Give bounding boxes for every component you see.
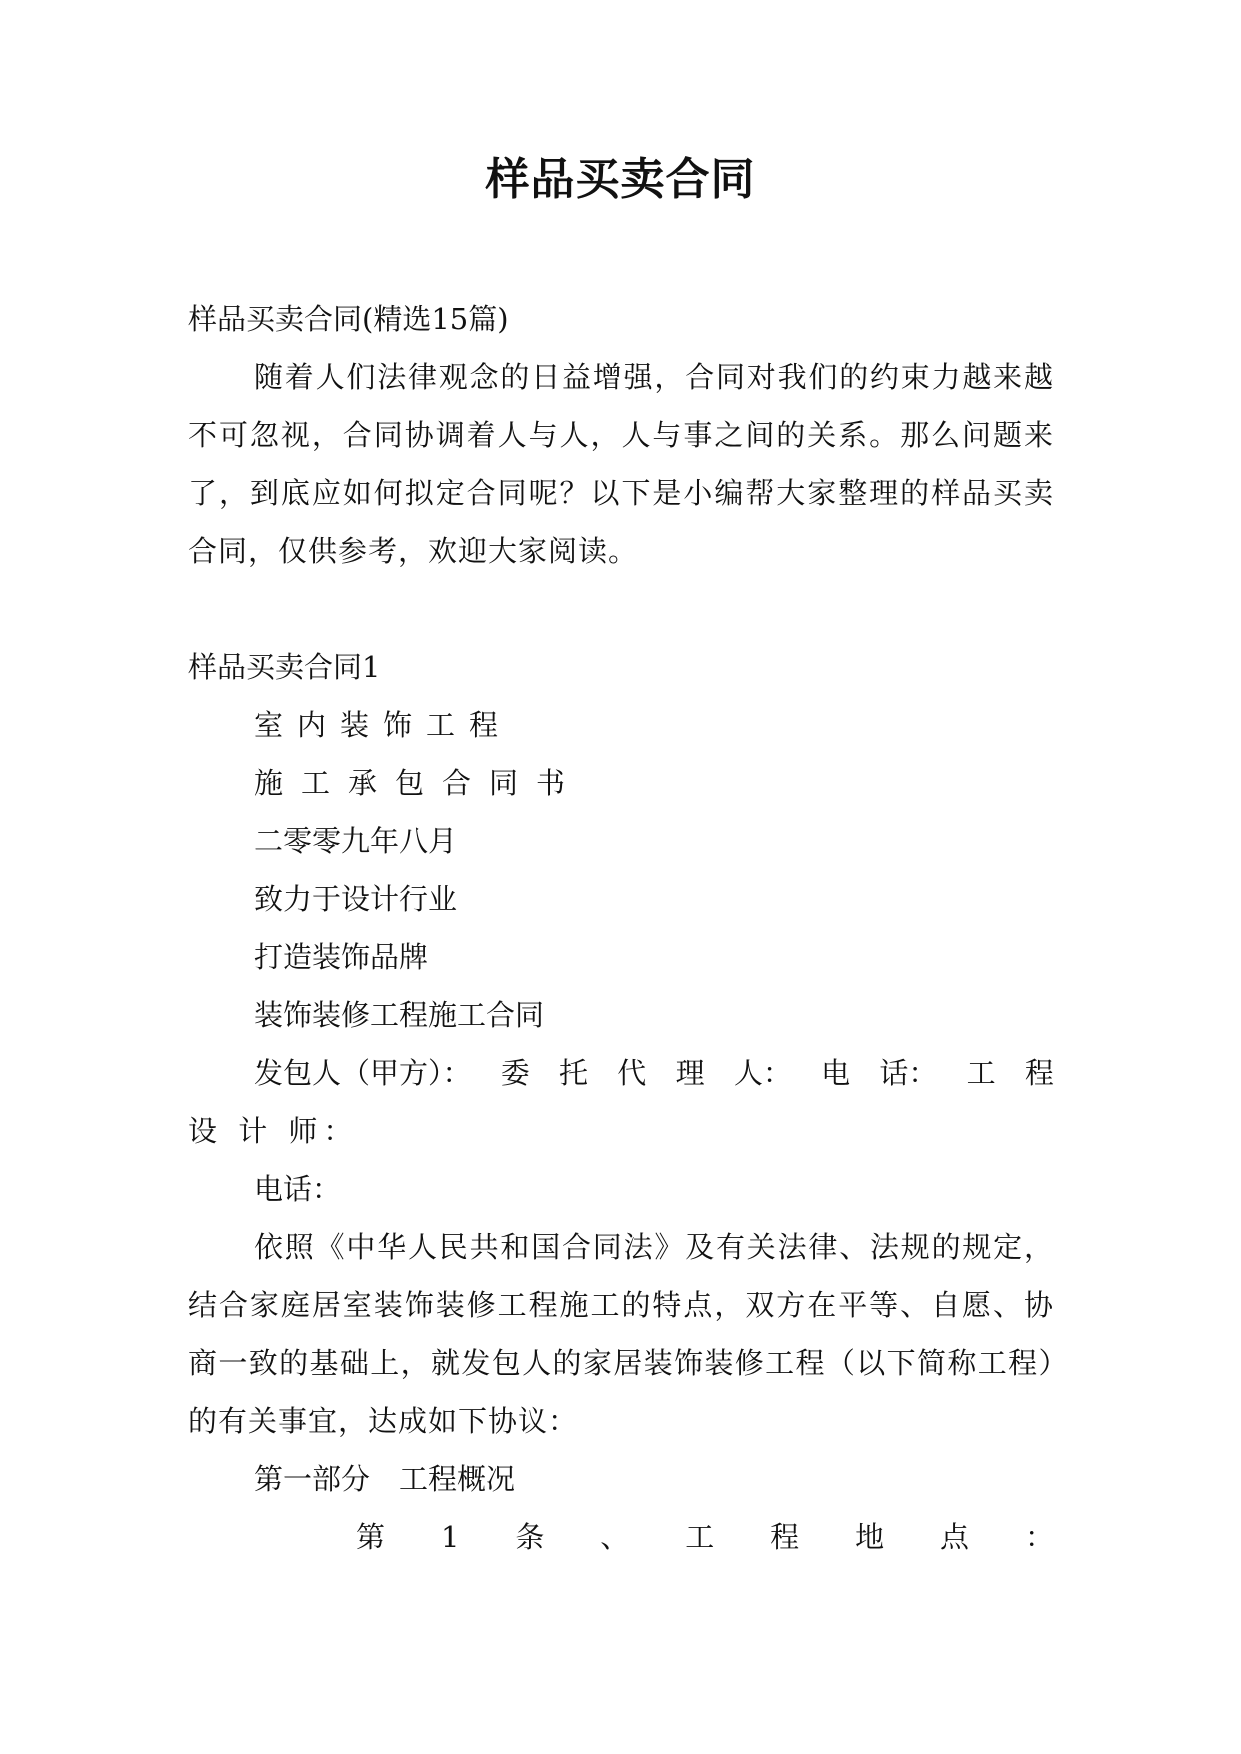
parties-token: 工 bbox=[966, 1056, 996, 1090]
article-1-line bbox=[188, 1508, 1054, 1566]
parties-token: 代 bbox=[617, 1056, 647, 1090]
parties-token: 程 bbox=[1024, 1056, 1054, 1090]
parties-token: 电 bbox=[821, 1056, 851, 1090]
cover-date: 二零零九年八月 bbox=[254, 824, 458, 858]
parties-token: 委 bbox=[500, 1056, 530, 1090]
parties-token: 理 bbox=[675, 1056, 705, 1090]
section-heading: 样品买卖合同1 bbox=[188, 650, 381, 684]
preamble-paragraph: 依照《中华人民共和国合同法》及有关法律、法规的规定，结合家庭居室装饰装修工程施工的特点，双方在平等、自愿、协商一致的基础上，就发包人的家居装饰装修工程（以下简称工程）的有关事宜，达成如下协议： bbox=[188, 1230, 1054, 1438]
part-heading: 第一部分 工程概况 bbox=[254, 1462, 516, 1496]
phone-line: 电话： bbox=[254, 1172, 342, 1206]
article-token: 条 bbox=[515, 1520, 545, 1554]
blank-line bbox=[188, 580, 1054, 638]
cover-line-2: 施工承包合同书 bbox=[254, 766, 584, 800]
cover-line-1: 室内装饰工程 bbox=[254, 708, 513, 742]
article-token: ： bbox=[1024, 1520, 1054, 1554]
article-token: 地 bbox=[855, 1520, 885, 1554]
article-token: 工 bbox=[685, 1520, 715, 1554]
designer-line: 设 计 师： bbox=[188, 1114, 359, 1148]
document-subtitle: 样品买卖合同(精选15篇) bbox=[188, 302, 509, 336]
intro-paragraph: 随着人们法律观念的日益增强，合同对我们的约束力越来越不可忽视，合同协调着人与人，人与事之间的关系。那么问题来了，到底应如何拟定合同呢？以下是小编帮大家整理的样品买卖合同，仅供参考，欢迎大家阅读。 bbox=[188, 360, 1054, 568]
cover-slogan-2: 打造装饰品牌 bbox=[254, 940, 429, 974]
contract-name: 装饰装修工程施工合同 bbox=[254, 998, 545, 1032]
article-token: 、 bbox=[600, 1520, 630, 1554]
article-token: 1 bbox=[440, 1520, 460, 1554]
article-token: 第 bbox=[356, 1520, 386, 1554]
parties-token: 话： bbox=[879, 1056, 938, 1090]
parties-token: 托 bbox=[559, 1056, 589, 1090]
document-title: 样品买卖合同 bbox=[485, 154, 756, 205]
document-body bbox=[188, 290, 1054, 1566]
article-token: 点 bbox=[940, 1520, 970, 1554]
article-token: 程 bbox=[770, 1520, 800, 1554]
cover-slogan-1: 致力于设计行业 bbox=[254, 882, 458, 916]
parties-row bbox=[188, 1044, 1054, 1102]
parties-token: 人： bbox=[733, 1056, 792, 1090]
parties-token: 发包人（甲方）： bbox=[254, 1056, 472, 1090]
